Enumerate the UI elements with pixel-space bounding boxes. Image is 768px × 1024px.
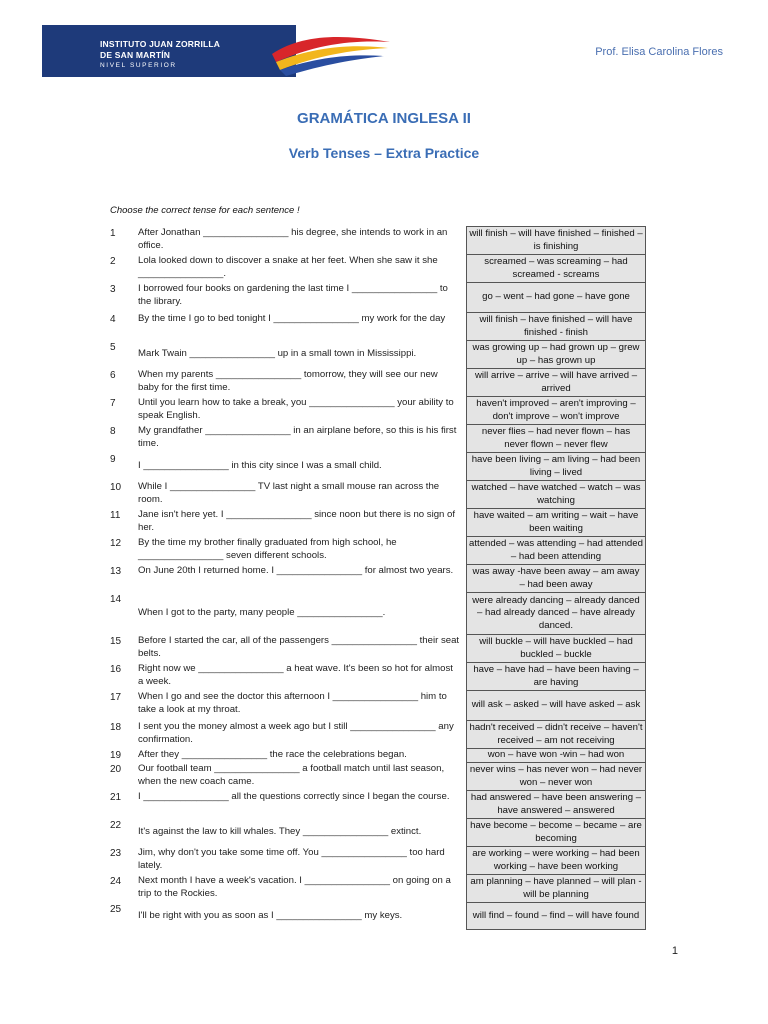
item-options: will find – found – find – will have found xyxy=(466,902,646,930)
page-subtitle: Verb Tenses – Extra Practice xyxy=(288,145,480,161)
exercise-row xyxy=(108,282,648,312)
item-number: 12 xyxy=(110,538,122,549)
exercise-row xyxy=(108,396,648,424)
item-options: had answered – have been answering – have answered – answered xyxy=(466,790,646,818)
item-options: never flies – had never flown – has never flown – never flew xyxy=(466,424,646,452)
item-options: won – have won -win – had won xyxy=(466,748,646,762)
exercise-row xyxy=(108,226,648,254)
item-sentence: It's against the law to kill whales. They ________________ extinct. xyxy=(138,826,422,838)
item-options: watched – have watched – watch – was watching xyxy=(466,480,646,508)
exercise-row xyxy=(108,790,648,818)
item-sentence: By the time I go to bed tonight I ________________ my work for the day xyxy=(138,313,446,324)
item-number: 24 xyxy=(110,876,122,887)
item-number: 16 xyxy=(110,664,122,675)
item-sentence: I ________________ all the questions correctly since I began the course. xyxy=(138,791,450,802)
item-number: 18 xyxy=(110,722,122,733)
item-number: 2 xyxy=(110,256,116,267)
exercise-row xyxy=(108,424,648,452)
exercise-row xyxy=(108,818,648,846)
item-sentence: I sent you the money almost a week ago but I still ________________ any confirmation. xyxy=(138,721,454,745)
item-options: haven't improved – aren't improving – don't improve – won't improve xyxy=(466,396,646,424)
item-number: 17 xyxy=(110,692,122,703)
item-number: 25 xyxy=(110,904,122,915)
item-number: 6 xyxy=(110,370,116,381)
item-options: was growing up – had grown up – grew up – has grown up xyxy=(466,340,646,368)
item-sentence: Before I started the car, all of the passengers ________________ their seat belts. xyxy=(138,635,460,659)
exercise-row xyxy=(108,690,648,720)
exercise-row xyxy=(108,536,648,564)
item-sentence: By the time my brother finally graduated from high school, he ________________ seven different schools. xyxy=(138,537,397,561)
item-options: will finish – have finished – will have finished - finish xyxy=(466,312,646,340)
item-number: 19 xyxy=(110,750,122,761)
item-sentence: When my parents ________________ tomorrow, they will see our new baby for the first time. xyxy=(138,369,438,393)
item-options: will finish – will have finished – finished – is finishing xyxy=(466,226,646,254)
exercise-row xyxy=(108,452,648,480)
item-number: 7 xyxy=(110,398,116,409)
item-number: 1 xyxy=(110,228,116,239)
item-options: was away -have been away – am away – had been away xyxy=(466,564,646,592)
exercise-row xyxy=(108,902,648,930)
item-options: will buckle – will have buckled – had buckled – buckle xyxy=(466,634,646,662)
item-sentence: After Jonathan ________________ his degree, she intends to work in an office. xyxy=(138,227,448,251)
exercise-row xyxy=(108,846,648,874)
item-options: were already dancing – already danced – had already danced – have already danced. xyxy=(466,592,646,634)
institute-name-line1: INSTITUTO JUAN ZORRILLA xyxy=(100,39,221,49)
exercise-row xyxy=(108,254,648,282)
item-number: 10 xyxy=(110,482,122,493)
exercise-row xyxy=(108,720,648,748)
item-options: will arrive – arrive – will have arrived – arrived xyxy=(466,368,646,396)
exercise-row xyxy=(108,368,648,396)
item-sentence: I ________________ in this city since I was a small child. xyxy=(138,460,382,472)
item-number: 5 xyxy=(110,342,116,353)
item-options: attended – was attending – had attended – had been attending xyxy=(466,536,646,564)
exercise-row xyxy=(108,508,648,536)
page-title: GRAMÁTICA INGLESA II xyxy=(297,110,471,127)
item-sentence: When I go and see the doctor this afternoon I ________________ him to take a look at my throat. xyxy=(138,691,447,715)
item-number: 9 xyxy=(110,454,116,465)
exercise-row xyxy=(108,480,648,508)
exercise-row xyxy=(108,748,648,762)
item-number: 13 xyxy=(110,566,122,577)
exercise-row xyxy=(108,312,648,340)
page-number: 1 xyxy=(671,945,678,957)
item-options: hadn't received – didn't receive – haven't received – am not receiving xyxy=(466,720,646,748)
item-options: have been living – am living – had been living – lived xyxy=(466,452,646,480)
item-sentence: While I ________________ TV last night a small mouse ran across the room. xyxy=(138,481,440,505)
item-options: have – have had – have been having – are having xyxy=(466,662,646,690)
exercise-row xyxy=(108,340,648,368)
item-options: never wins – has never won – had never won – never won xyxy=(466,762,646,790)
item-sentence: When I got to the party, many people ________________. xyxy=(138,607,386,619)
item-sentence: Lola looked down to discover a snake at her feet. When she saw it she ________________. xyxy=(138,255,438,279)
item-sentence: On June 20th I returned home. I ________________ for almost two years. xyxy=(138,565,454,576)
item-sentence: I'll be right with you as soon as I ________________ my keys. xyxy=(138,910,403,922)
item-options: have become – become – became – are becoming xyxy=(466,818,646,846)
item-sentence: Next month I have a week's vacation. I ________________ on going on a trip to the Rockies. xyxy=(138,875,451,899)
item-sentence: My grandfather ________________ in an airplane before, so this is his first time. xyxy=(138,425,457,449)
item-number: 4 xyxy=(110,314,116,325)
instructions: Choose the correct tense for each sentence ! xyxy=(110,205,300,216)
item-sentence: Mark Twain ________________ up in a small town in Mississippi. xyxy=(138,348,417,360)
item-number: 8 xyxy=(110,426,116,437)
item-options: have waited – am writing – wait – have been waiting xyxy=(466,508,646,536)
item-sentence: I borrowed four books on gardening the last time I ________________ to the library. xyxy=(138,283,448,307)
exercise-row xyxy=(108,634,648,662)
item-number: 15 xyxy=(110,636,122,647)
item-options: screamed – was screaming – had screamed - screams xyxy=(466,254,646,282)
item-number: 3 xyxy=(110,284,116,295)
professor-name: Prof. Elisa Carolina Flores xyxy=(595,46,723,58)
item-sentence: Jim, why don't you take some time off. You ________________ too hard lately. xyxy=(138,847,445,871)
item-options: will ask – asked – will have asked – ask xyxy=(466,690,646,720)
exercise-row xyxy=(108,762,648,790)
item-number: 23 xyxy=(110,848,122,859)
institute-logo-icon xyxy=(262,26,392,78)
item-options: go – went – had gone – have gone xyxy=(466,282,646,312)
exercise-row xyxy=(108,564,648,592)
exercise-table xyxy=(108,226,648,930)
item-number: 20 xyxy=(110,764,122,775)
item-options: am planning – have planned – will plan -will be planning xyxy=(466,874,646,902)
item-sentence: After they ________________ the race the celebrations began. xyxy=(138,749,407,760)
item-number: 22 xyxy=(110,820,122,831)
item-number: 21 xyxy=(110,792,122,803)
item-number: 14 xyxy=(110,594,122,605)
exercise-row xyxy=(108,662,648,690)
exercise-row xyxy=(108,874,648,902)
institute-level: NIVEL SUPERIOR xyxy=(100,62,177,69)
item-sentence: Until you learn how to take a break, you ________________ your ability to speak English. xyxy=(138,397,454,421)
item-sentence: Right now we ________________ a heat wave. It's been so hot for almost a week. xyxy=(138,663,453,687)
institute-banner xyxy=(42,25,296,77)
item-sentence: Our football team ________________ a football match until last season, when the new coach came. xyxy=(138,763,445,787)
item-options: are working – were working – had been working – have been working xyxy=(466,846,646,874)
item-number: 11 xyxy=(110,510,121,521)
institute-name-line2: DE SAN MARTÍN xyxy=(100,50,171,60)
exercise-row xyxy=(108,592,648,634)
item-sentence: Jane isn't here yet. I ________________ since noon but there is no sign of her. xyxy=(138,509,456,533)
